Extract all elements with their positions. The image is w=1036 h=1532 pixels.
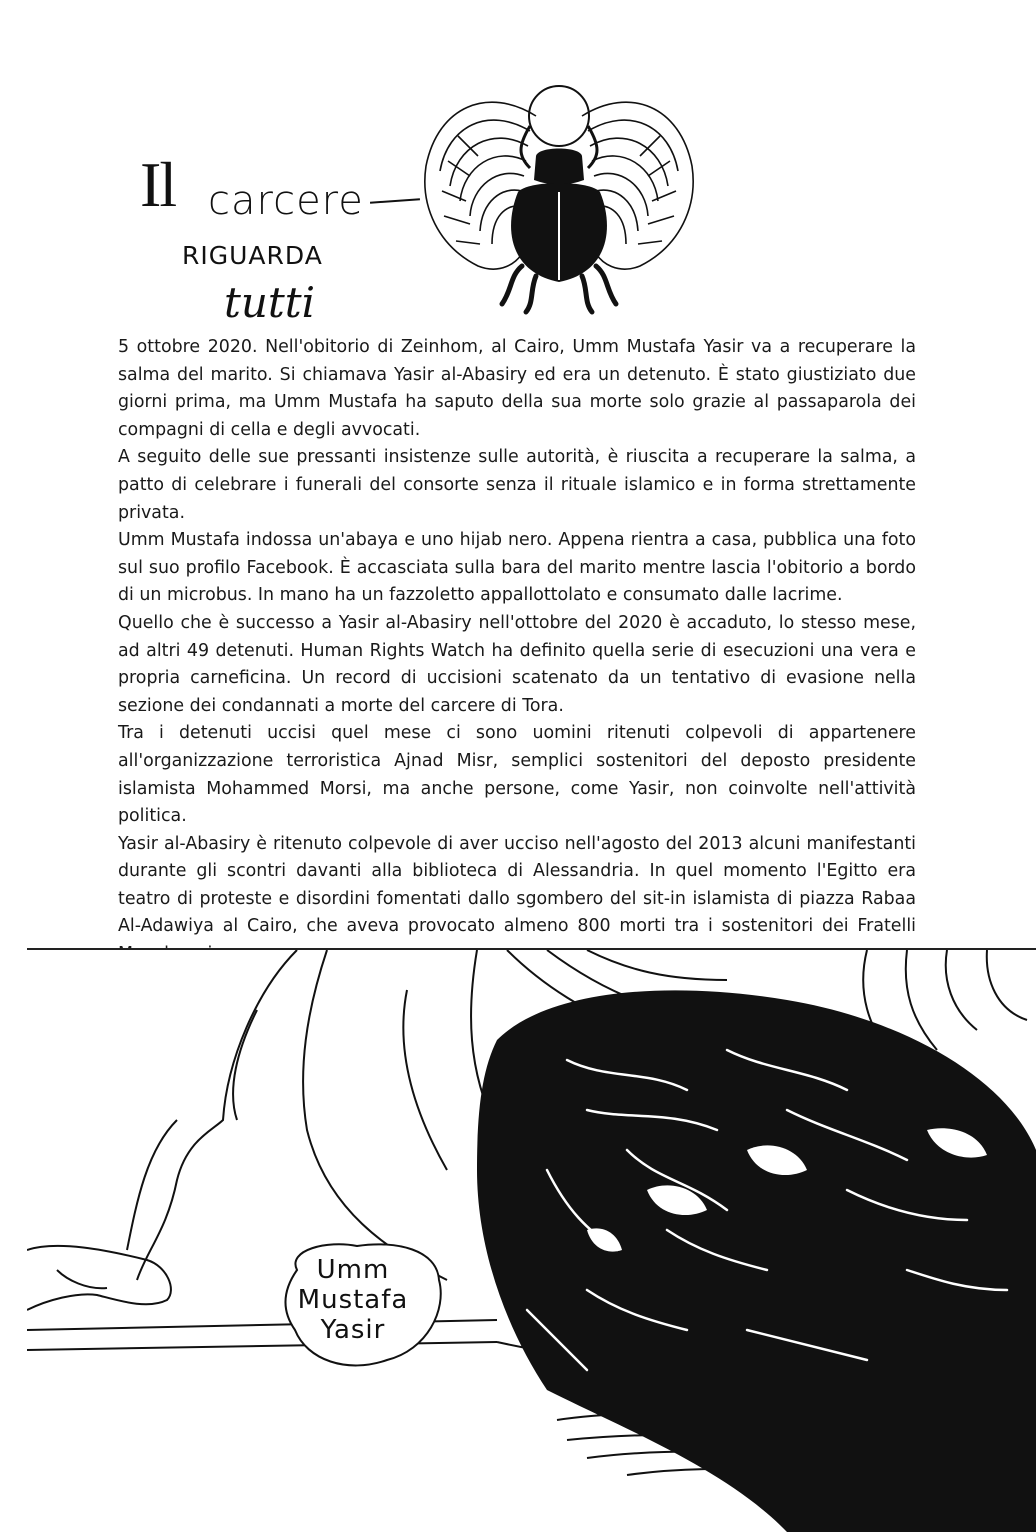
paragraph: Yasir al-Abasiry è ritenuto colpevole di aver ucciso nell'agosto del 2013 alcuni manifestanti durante gli scontri davanti alla biblioteca di Alessandria. In quel momento l'Egitto era teatro di proteste e disordini fomentati dallo sgombero del sit-in islamista di piazza Rabaa Al-Adawiya al Cairo, che aveva provocato almeno 800 morti tra i sostenitori dei Fratelli [118,833,916,937]
name-caption [273,1255,433,1367]
caption-line: Umm [316,1255,390,1285]
title-word-il: Il [140,149,176,220]
illustration-panel [27,948,1036,1532]
paragraph: Umm Mustafa indossa un'abaya e uno hijab nero. Appena rientra a casa, pubblica una foto sul suo profilo Facebook. È accasciata sulla bara del marito mentre lascia l'obitorio a bordo di un microbus. In mano ha un fazzoletto appallottolato e consumato dalle lacrime. [118,530,916,606]
caption-line: Yasir [320,1315,386,1345]
scarab-emblem-icon [418,76,700,316]
caption-line: Mustafa [297,1285,409,1315]
title-word-carcere: carcere [208,178,364,224]
article-text [118,334,916,969]
paragraph: 5 ottobre 2020. Nell'obitorio di Zeinhom, al Cairo, Umm Mustafa Yasir va a recuperare la salma del marito. Si chiamava Yasir al-Abasiry ed era un detenuto. È stato giustiziato due giorni prima, ma Umm Mustafa ha saputo della sua morte solo grazie al passaparola dei compagni di cella e degli avvocati. [118,337,916,440]
page-title [120,140,420,327]
paragraph: A seguito delle sue pressanti insistenze sulle autorità, è riuscita a recuperare la salma, a patto di celebrare i funerali del consorte senza il rituale islamico e in forma strettamente privata. [118,447,916,523]
paragraph: Quello che è successo a Yasir al-Abasiry nell'ottobre del 2020 è accaduto, lo stesso mese, ad altri 49 detenuti. Human Rights Watch ha definito quella serie di esecuzioni una vera e propria carneficina. Un record di uccisioni scatenato da un tentativo di evasione nella sezione dei condannati a morte del carcere di Tora. [118,612,916,716]
paragraph: Tra i detenuti uccisi quel mese ci sono uomini ritenuti colpevoli di appartenere all'organizzazione terroristica Ajnad Misr, semplici sostenitori del deposto presidente islamista Mohammed Morsi, ma anche persone, come Yasir, non coinvolte nell'attività politica. [118,723,916,827]
title-swash [370,198,420,203]
title-word-riguarda: riguarda [182,232,323,273]
woman-on-coffin-illustration [27,950,1036,1532]
title-word-tutti: tutti [224,278,316,327]
